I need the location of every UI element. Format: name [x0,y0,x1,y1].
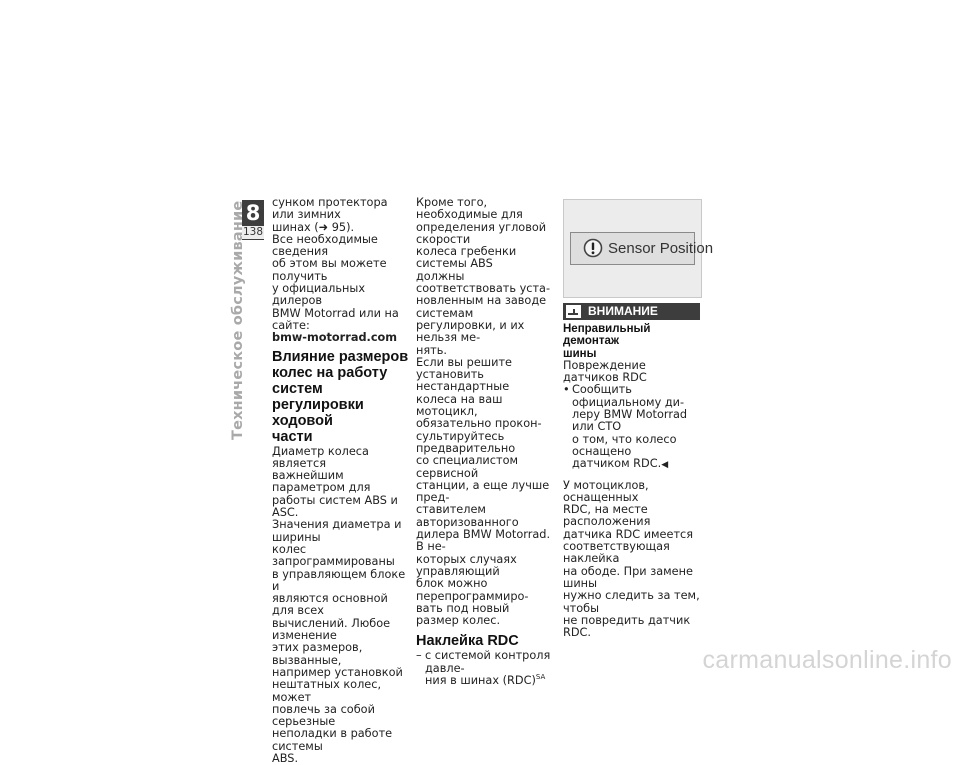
text-line: со специалистом сервисной [416,454,519,480]
website-link[interactable]: bmw-motorrad.com [272,331,398,345]
text-line: Сообщить официальному ди- [572,383,685,409]
text-line: RDC, на месте расположения [563,503,651,529]
hand-warning-icon [566,305,581,318]
text-line: шинах (➜ 95). [272,220,355,234]
text-line: Если вы решите установить [416,355,513,382]
list-item [416,650,551,675]
text-line: в управляющем блоке и [272,567,406,593]
text-line: блок можно перепрограммиро- [416,577,529,603]
chapter-number: 8 [245,201,261,225]
text-line: этих размеров, вызванные, [272,641,363,667]
text-line: датчика RDC имеется [563,527,694,541]
exclamation-icon [583,238,603,258]
text-line: колес запрограммированы [272,542,395,569]
rdc-sensor-image [563,199,714,298]
list-item-continuation [416,675,551,687]
heading-line: колес на работу систем [272,364,388,397]
warning-header [563,303,700,320]
text-line: датчиком RDC. [572,457,662,471]
text-line: не повредить датчик RDC. [563,613,691,640]
text-line: должны соответствовать уста- [416,269,551,296]
subtitle-line: шины [563,347,597,360]
text-line: мотоцикл, обязательно прокон- [416,405,542,431]
section-heading-rdc-sticker: Наклейка RDC [416,633,519,650]
text-line: леру BMW Motorrad или СТО [572,408,688,434]
text-line: дилера BMW Motorrad. В не- [416,528,551,554]
text-line: например установкой [272,665,403,679]
warning-subtitle [563,323,701,360]
text-line: вычислений. Любое изменение [272,616,391,643]
subtitle-line: Неправильный демонтаж [563,323,651,348]
heading-line: регулировки ходовой [272,396,364,429]
heading-line: части [272,428,313,445]
column-2 [416,197,551,687]
column-3 [563,320,701,639]
text-line: Значения диаметра и ширины [272,518,402,544]
text-line: на ободе. При замене шины [563,564,693,590]
text-line: ставителем авторизованного [416,503,519,529]
text-line: неполадки в работе системы [272,727,393,753]
text-line: Все необходимые сведения [272,232,378,259]
page-number: 138 [242,226,264,238]
bullet-last-line [563,458,701,471]
text-line: нужно следить за тем, чтобы [563,589,700,615]
heading-line: Влияние размеров [272,348,409,365]
bullet-item [563,384,701,409]
text-line: важнейшим параметром для [272,469,371,495]
text-line: ния в шинах (RDC) [425,673,536,687]
text-line: Кроме того, необходимые для [416,196,523,222]
text-line: нестандартные колеса на ваш [416,380,510,406]
text-line: у официальных дилеров [272,282,366,308]
text-line: о том, что колесо оснащено [572,432,677,458]
text-line: с системой контроля давле- [425,649,551,675]
text-line: регулировки, и их нельзя ме- [416,318,525,345]
text-line: вать под новый размер колес. [416,601,510,628]
column-1 [272,197,412,765]
text-line: нештатных колес, может [272,678,382,704]
text-line: новленным на заводе системам [416,294,547,320]
end-mark-icon: ◀ [661,460,669,471]
watermark: carmanualsonline.info [702,646,952,674]
warning-text: Повреждение датчиков RDC [563,358,647,385]
section-title-vertical: Техническое обслуживание [230,200,246,440]
warning-title: ВНИМАНИЕ [588,304,658,318]
text-line: колеса гребенки системы ABS [416,245,517,271]
rdc-sticker-display [570,232,714,265]
text-line: нять. [416,343,448,357]
text-line: являются основной для всех [272,592,388,618]
text-line: которых случаях управляющий [416,552,517,578]
text-line: ABS. [272,751,299,765]
text-line: об этом вы можете получить [272,257,387,283]
section-heading-wheel-size [272,349,412,445]
text-line: станции, а еще лучше пред- [416,478,550,505]
special-accessory-mark: SA [535,673,546,682]
text-line: работы систем ABS и ASC. [272,493,398,520]
text-line: сунком протектора или зимних [272,196,388,222]
text-line: У мотоциклов, оснащенных [563,478,649,504]
text-line: определения угловой скорости [416,220,547,246]
text-line: соответствующая наклейка [563,540,670,566]
text-line: повлечь за собой серьезные [272,702,375,729]
text-line: Диаметр колеса является [272,444,369,470]
text-line: сультируйтесь предварительно [416,429,516,455]
text-line: BMW Motorrad или на сайте: [272,306,399,332]
sensor-position-label: Sensor Position [608,240,714,257]
